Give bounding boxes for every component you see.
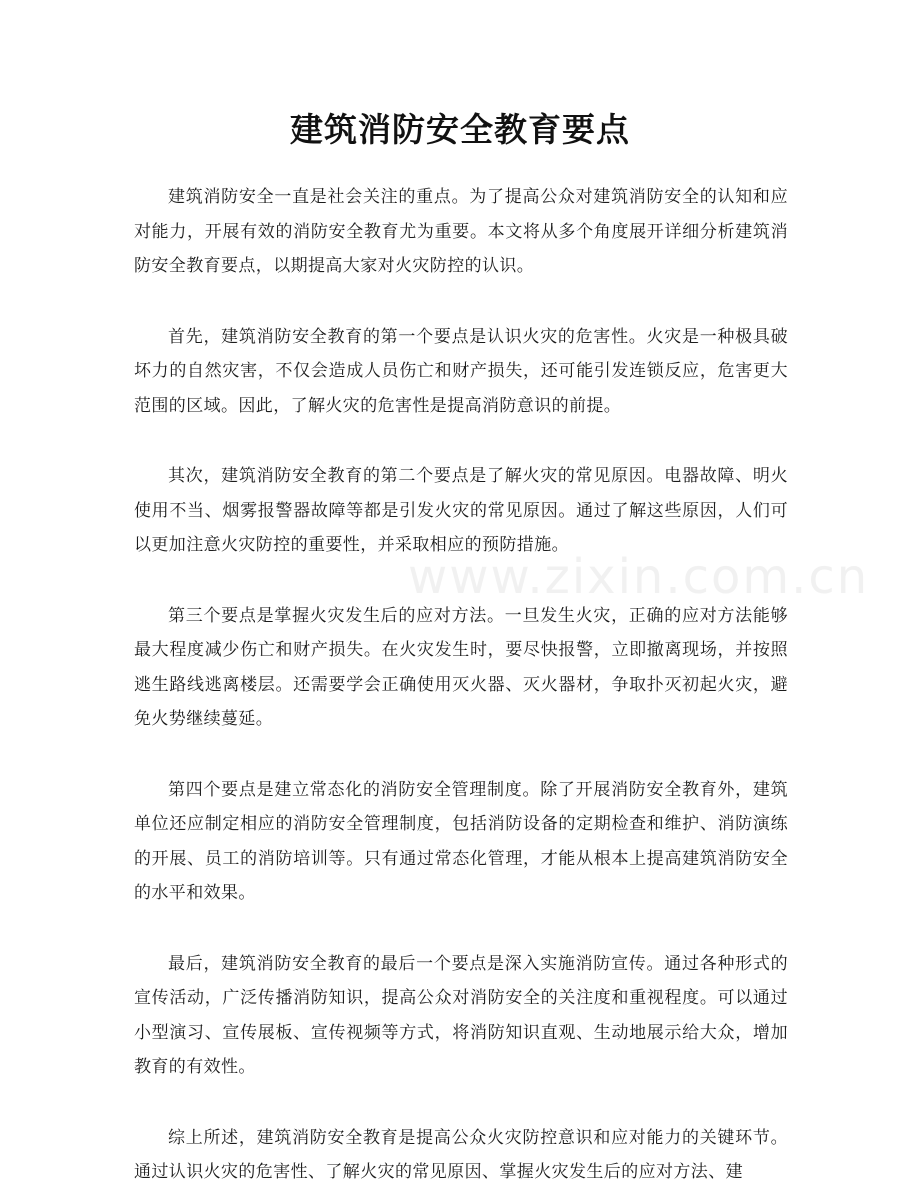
paragraph-first-point: 首先，建筑消防安全教育的第一个要点是认识火灾的危害性。火灾是一种极具破坏力的自然灾害，不仅会造成人员伤亡和财产损失，还可能引发连锁反应，危害更大范围的区域。因此，了解火灾的危害性是提高消防意识的前提。 <box>134 326 788 416</box>
document-title: 建筑消防安全教育要点 <box>290 110 630 149</box>
paragraph-third-point: 第三个要点是掌握火灾发生后的应对方法。一旦发生火灾，正确的应对方法能够最大程度减少伤亡和财产损失。在火灾发生时，要尽快报警，立即撤离现场，并按照逃生路线逃离楼层。还需要学会正确使用灭火器、灭火器材，争取扑灭初起火灾，避免火势继续蔓延。 <box>134 605 788 729</box>
paragraph-summary: 综上所述，建筑消防安全教育是提高公众火灾防控意识和应对能力的关键环节。通过认识火灾的危害性、了解火灾的常见原因、掌握火灾发生后的应对方法、建 <box>134 1127 788 1182</box>
paragraph-fourth-point: 第四个要点是建立常态化的消防安全管理制度。除了开展消防安全教育外，建筑单位还应制定相应的消防安全管理制度，包括消防设备的定期检查和维护、消防演练的开展、员工的消防培训等。只有通过常态化管理，才能从根本上提高建筑消防安全的水平和效果。 <box>134 779 788 903</box>
paragraph-second-point: 其次，建筑消防安全教育的第二个要点是了解火灾的常见原因。电器故障、明火使用不当、烟雾报警器故障等都是引发火灾的常见原因。通过了解这些原因，人们可以更加注意火灾防控的重要性，并采取相应的预防措施。 <box>134 466 788 555</box>
paragraph-intro: 建筑消防安全一直是社会关注的重点。为了提高公众对建筑消防安全的认知和应对能力，开展有效的消防安全教育尤为重要。本文将从多个角度展开详细分析建筑消防安全教育要点，以期提高大家对火灾防控的认识。 <box>134 187 788 276</box>
paragraph-last-point: 最后，建筑消防安全教育的最后一个要点是深入实施消防宣传。通过各种形式的宣传活动，广泛传播消防知识，提高公众对消防安全的关注度和重视程度。可以通过小型演习、宣传展板、宣传视频等方式，将消防知识直观、生动地展示给大众，增加教育的有效性。 <box>134 953 788 1077</box>
watermark: www.zixin.com.cn <box>408 549 870 605</box>
document-body <box>134 180 788 1191</box>
